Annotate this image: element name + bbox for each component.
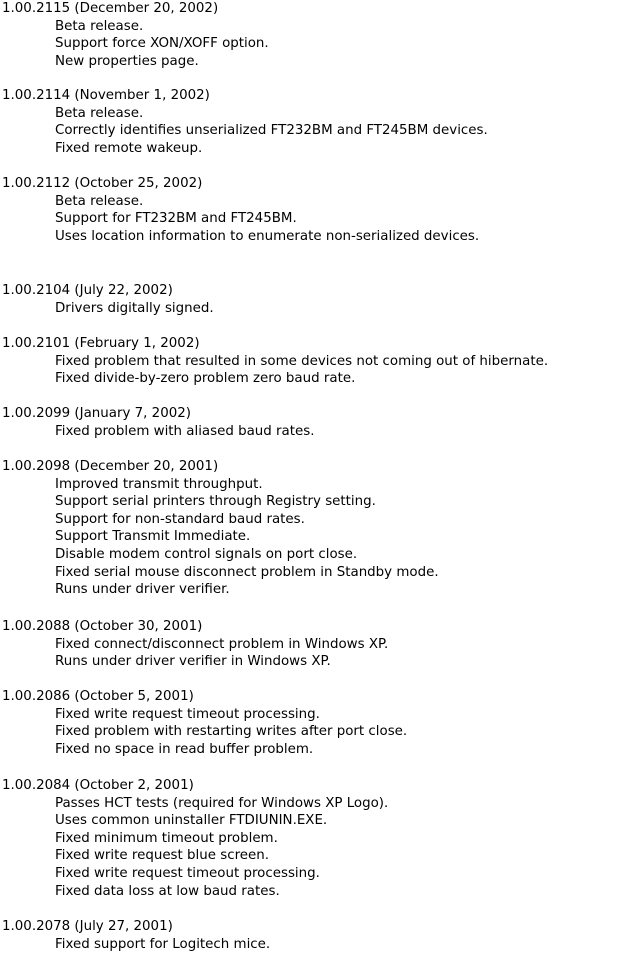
- change-item: Support for non-standard baud rates.: [55, 511, 305, 527]
- change-item: Fixed support for Logitech mice.: [55, 936, 271, 952]
- change-item: Uses common uninstaller FTDIUNIN.EXE.: [55, 813, 328, 829]
- change-item: Fixed problem with aliased baud rates.: [55, 423, 315, 439]
- change-item: Fixed problem that resulted in some devices not coming out of hibernate.: [55, 353, 549, 369]
- change-item: Drivers digitally signed.: [55, 300, 214, 316]
- version-heading: 1.00.2098 (December 20, 2001): [2, 459, 219, 474]
- change-item: Fixed write request timeout processing.: [55, 866, 320, 881]
- change-item: Runs under driver verifier.: [55, 582, 230, 598]
- version-heading: 1.00.2099 (January 7, 2002): [2, 406, 191, 421]
- change-item: Fixed problem with restarting writes after port close.: [55, 724, 408, 740]
- change-item: Fixed serial mouse disconnect problem in Standby mode.: [55, 564, 439, 580]
- change-item: New properties page.: [55, 53, 199, 69]
- version-heading: 1.00.2114 (November 1, 2002): [2, 88, 210, 103]
- version-heading: 1.00.2084 (October 2, 2001): [2, 778, 194, 793]
- version-heading: 1.00.2078 (July 27, 2001): [2, 919, 173, 934]
- change-item: Fixed remote wakeup.: [55, 140, 203, 156]
- change-item: Disable modem control signals on port close.: [55, 547, 358, 562]
- change-item: Passes HCT tests (required for Windows XP Logo).: [55, 795, 389, 811]
- change-item: Fixed divide-by-zero problem zero baud rate.: [55, 371, 356, 387]
- change-item: Improved transmit throughput.: [55, 476, 263, 492]
- change-item: Beta release.: [55, 18, 144, 34]
- change-item: Uses location information to enumerate non-serialized devices.: [55, 228, 480, 244]
- change-item: Correctly identifies unserialized FT232BM and FT245BM devices.: [55, 123, 488, 139]
- change-item: Support serial printers through Registry setting.: [55, 494, 376, 510]
- change-item: Fixed data loss at low baud rates.: [55, 883, 280, 899]
- change-item: Beta release.: [55, 105, 144, 121]
- version-heading: 1.00.2104 (July 22, 2002): [2, 283, 173, 298]
- change-item: Support for FT232BM and FT245BM.: [55, 211, 297, 227]
- version-heading: 1.00.2115 (December 20, 2002): [2, 1, 219, 16]
- change-item: Runs under driver verifier in Windows XP.: [55, 654, 331, 670]
- version-heading: 1.00.2112 (October 25, 2002): [2, 176, 203, 191]
- change-item: Fixed no space in read buffer problem.: [55, 741, 314, 757]
- change-item: Fixed write request timeout processing.: [55, 706, 320, 722]
- change-item: Support force XON/XOFF option.: [55, 36, 269, 52]
- version-heading: 1.00.2086 (October 5, 2001): [2, 689, 194, 704]
- version-heading: 1.00.2101 (February 1, 2002): [2, 336, 200, 351]
- change-item: Fixed minimum timeout problem.: [55, 830, 278, 846]
- version-heading: 1.00.2088 (October 30, 2001): [2, 619, 203, 634]
- change-item: Support Transmit Immediate.: [55, 529, 251, 545]
- change-item: Beta release.: [55, 193, 144, 209]
- change-item: Fixed connect/disconnect problem in Windows XP.: [55, 636, 389, 652]
- change-item: Fixed write request blue screen.: [55, 848, 270, 864]
